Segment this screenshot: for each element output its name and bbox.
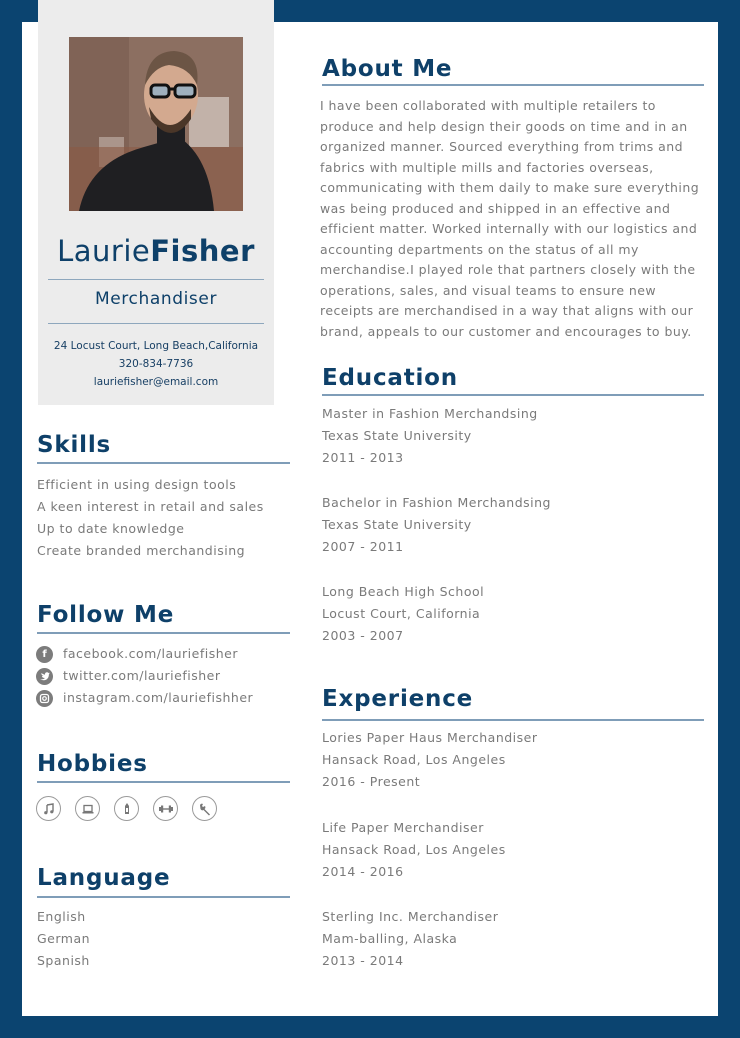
skill-item: Up to date knowledge (37, 521, 185, 536)
education-school: Texas State University (322, 428, 472, 443)
twitter-link[interactable]: twitter.com/lauriefisher (63, 668, 221, 683)
hobbies-heading: Hobbies (37, 751, 148, 777)
dumbbell-icon (153, 796, 178, 821)
facebook-icon[interactable]: f (36, 646, 53, 663)
phone: 320-834-7736 (118, 358, 194, 370)
experience-location: Mam-balling, Alaska (322, 931, 458, 946)
music-icon (36, 796, 61, 821)
education-school: Texas State University (322, 517, 472, 532)
full-name (38, 234, 274, 268)
last-name: Fisher (150, 234, 255, 268)
skills-heading: Skills (37, 432, 112, 458)
skill-item: Create branded merchandising (37, 543, 246, 558)
email[interactable]: lauriefisher@email.com (93, 376, 219, 388)
experience-years: 2016 - Present (322, 774, 421, 789)
experience-role: Life Paper Merchandiser (322, 820, 484, 835)
education-years: 2011 - 2013 (322, 450, 404, 465)
facebook-link[interactable]: facebook.com/lauriefisher (63, 646, 238, 661)
first-name: Laurie (57, 234, 151, 268)
divider (322, 84, 704, 86)
experience-role: Sterling Inc. Merchandiser (322, 909, 499, 924)
language-item: German (37, 931, 91, 946)
skill-item: A keen interest in retail and sales (37, 499, 264, 514)
divider (37, 632, 290, 634)
about-heading: About Me (322, 56, 453, 82)
language-heading: Language (37, 865, 171, 891)
job-title: Merchandiser (94, 289, 218, 309)
wrench-icon (192, 796, 217, 821)
language-item: Spanish (37, 953, 90, 968)
education-years: 2007 - 2011 (322, 539, 404, 554)
education-degree: Long Beach High School (322, 584, 485, 599)
divider (37, 462, 290, 464)
experience-years: 2013 - 2014 (322, 953, 404, 968)
education-degree: Master in Fashion Merchandsing (322, 406, 538, 421)
instagram-icon[interactable] (36, 690, 53, 707)
experience-years: 2014 - 2016 (322, 864, 404, 879)
twitter-icon[interactable] (36, 668, 53, 685)
education-years: 2003 - 2007 (322, 628, 404, 643)
address: 24 Locust Court, Long Beach,California (53, 340, 259, 352)
follow-heading: Follow Me (37, 602, 175, 628)
divider (48, 279, 264, 280)
divider (37, 781, 290, 783)
education-degree: Bachelor in Fashion Merchandsing (322, 495, 551, 510)
education-heading: Education (322, 365, 458, 391)
skill-item: Efficient in using design tools (37, 477, 237, 492)
profile-card (38, 0, 274, 405)
divider (48, 323, 264, 324)
language-item: English (37, 909, 86, 924)
instagram-link[interactable]: instagram.com/lauriefishher (63, 690, 254, 705)
divider (37, 896, 290, 898)
profile-photo (69, 37, 243, 211)
experience-role: Lories Paper Haus Merchandiser (322, 730, 538, 745)
education-school: Locust Court, California (322, 606, 481, 621)
pencil-icon (114, 796, 139, 821)
experience-location: Hansack Road, Los Angeles (322, 752, 506, 767)
divider (322, 394, 704, 396)
divider (322, 719, 704, 721)
experience-heading: Experience (322, 686, 474, 712)
about-text: I have been collaborated with multiple retailers to produce and help design their goods on time and in an organized manner. Sourced everything from trims and fabrics with multiple mills and factories overseas, communicating with them daily to make sure everything was being produced and shipped in an effective and efficient matter. Worked internally with our logistics and accounting departments on the status of all my merchandise.I played role that partners closely with the operations, sales, and visual teams to ensure new receipts are merchandised in a way that aligns with our brand, appeals to our customer and encourages to buy. (320, 98, 700, 339)
laptop-icon (75, 796, 100, 821)
experience-location: Hansack Road, Los Angeles (322, 842, 506, 857)
